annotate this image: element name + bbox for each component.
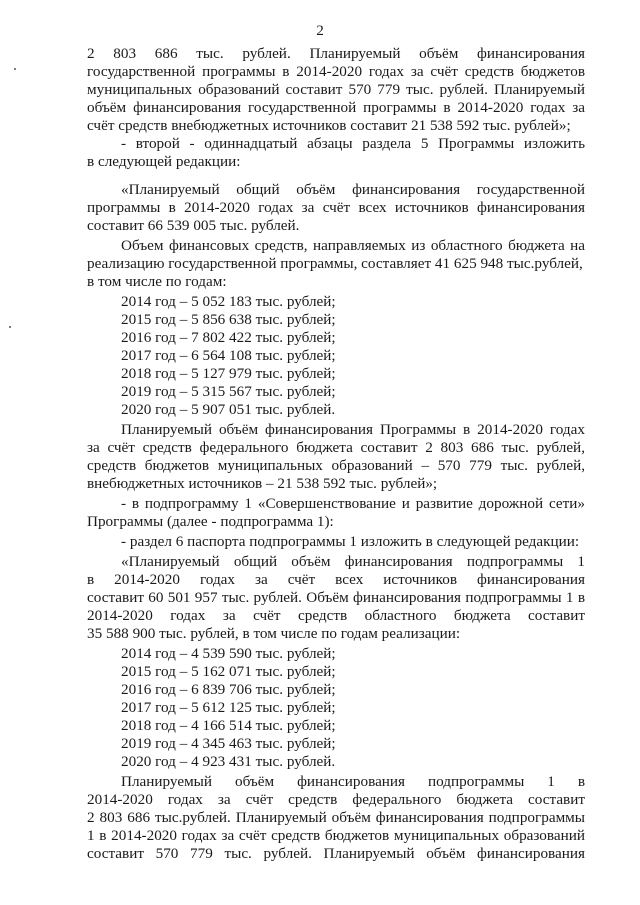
year-line: 2015 год – 5 856 638 тыс. рублей; <box>121 311 336 328</box>
text-line: - раздел 6 паспорта подпрограммы 1 изложить в следующей редакции: <box>121 533 580 550</box>
year-line: 2015 год – 5 162 071 тыс. рублей; <box>121 663 336 680</box>
text-line: составит 570 779 тыс. рублей. Планируемый объём финансирования <box>87 845 585 862</box>
text-line: реализацию государственной программы, составляет 41 625 948 тыс.рублей, <box>87 255 583 272</box>
text-line: составит 60 501 957 тыс. рублей. Объём финансирования подпрограммы 1 в <box>87 589 585 606</box>
year-line: 2020 год – 4 923 431 тыс. рублей. <box>121 753 336 770</box>
text-line: внебюджетных источников – 21 538 592 тыс. рублей»; <box>87 475 438 492</box>
text-line: в том числе по годам: <box>87 273 227 290</box>
text-line: 2014-2020 годах за счёт средств федерального бюджета составит <box>87 791 585 808</box>
text-line: объём финансирования государственной программы в 2014-2020 годах за <box>87 99 585 116</box>
text-line: составит 66 539 005 тыс. рублей. <box>87 217 300 234</box>
text-line: за счёт средств федерального бюджета составит 2 803 686 тыс. рублей, <box>87 439 585 456</box>
year-line: 2019 год – 5 315 567 тыс. рублей; <box>121 383 336 400</box>
text-line: муниципальных образований составит 570 779 тыс. рублей. Планируемый <box>87 81 585 98</box>
year-line: 2014 год – 4 539 590 тыс. рублей; <box>121 645 336 662</box>
year-line: 2016 год – 7 802 422 тыс. рублей; <box>121 329 336 346</box>
text-line: 35 588 900 тыс. рублей, в том числе по годам реализации: <box>87 625 461 642</box>
year-line: 2018 год – 5 127 979 тыс. рублей; <box>121 365 336 382</box>
year-line: 2017 год – 6 564 108 тыс. рублей; <box>121 347 336 364</box>
year-line: 2019 год – 4 345 463 тыс. рублей; <box>121 735 336 752</box>
year-line: 2018 год – 4 166 514 тыс. рублей; <box>121 717 336 734</box>
year-line: 2017 год – 5 612 125 тыс. рублей; <box>121 699 336 716</box>
text-line: 1 в 2014-2020 годах за счёт средств бюджетов муниципальных образований <box>87 827 585 844</box>
text-line: «Планируемый общий объём финансирования подпрограммы 1 <box>121 553 585 570</box>
text-line: Программы (далее - подпрограмма 1): <box>87 513 334 530</box>
text-line: - второй - одиннадцатый абзацы раздела 5 Программы изложить <box>121 135 585 152</box>
text-line: в 2014-2020 годах за счёт всех источников финансирования <box>87 571 585 588</box>
year-line: 2016 год – 6 839 706 тыс. рублей; <box>121 681 336 698</box>
text-line: Планируемый объём финансирования подпрограммы 1 в <box>121 773 585 790</box>
text-line: счёт средств внебюджетных источников составит 21 538 592 тыс. рублей»; <box>87 117 571 134</box>
text-line: государственной программы в 2014-2020 годах за счёт средств бюджетов <box>87 63 585 80</box>
text-line: в следующей редакции: <box>87 153 241 170</box>
page-number: 2 <box>316 22 324 39</box>
text-line: 2014-2020 годах за счёт средств областного бюджета составит <box>87 607 585 624</box>
year-line: 2014 год – 5 052 183 тыс. рублей; <box>121 293 336 310</box>
year-line: 2020 год – 5 907 051 тыс. рублей. <box>121 401 336 418</box>
scan-dot <box>9 326 11 328</box>
text-line: 2 803 686 тыс.рублей. Планируемый объём финансирования подпрограммы <box>87 809 585 826</box>
text-line: программы в 2014-2020 годах за счёт всех источников финансирования <box>87 199 585 216</box>
scan-dot <box>14 68 16 70</box>
text-line: 2 803 686 тыс. рублей. Планируемый объём финансирования <box>87 45 585 62</box>
text-line: Планируемый объём финансирования Программы в 2014-2020 годах <box>121 421 585 438</box>
text-line: Объем финансовых средств, направляемых из областного бюджета на <box>121 237 585 254</box>
text-line: «Планируемый общий объём финансирования государственной <box>121 181 585 198</box>
text-line: средств бюджетов муниципальных образований – 570 779 тыс. рублей, <box>87 457 585 474</box>
text-line: - в подпрограмму 1 «Совершенствование и развитие дорожной сети» <box>121 495 585 512</box>
